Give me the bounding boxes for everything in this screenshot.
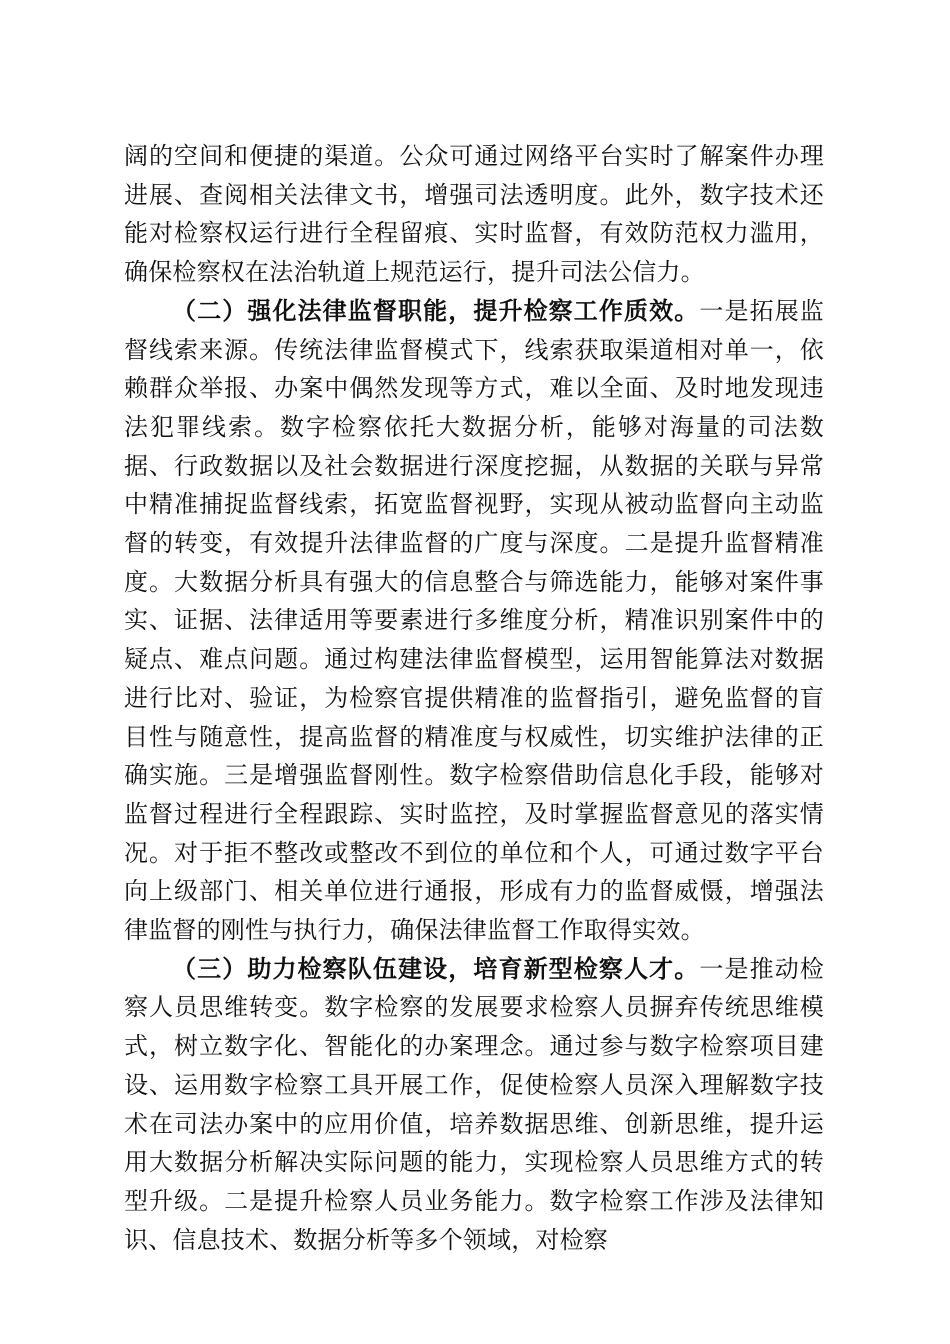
- paragraph-1-body: 阔的空间和便捷的渠道。公众可通过网络平台实时了解案件办理进展、查阅相关法律文书，增强司法透明度。此外，数字技术还能对检察权运行进行全程留痕、实时监督，有效防范权力滥用，确保检察权在法治轨道上规范运行，提升司法公信力。: [124, 142, 824, 287]
- section-3-heading: （三）助力检察队伍建设，培育新型检察人才。: [172, 953, 700, 983]
- section-2-body: 一是拓展监督线索来源。传统法律监督模式下，线索获取渠道相对单一，依赖群众举报、办案中偶然发现等方式，难以全面、及时地发现违法犯罪线索。数字检察依托大数据分析，能够对海量的司法数据、行政数据以及社会数据进行深度挖掘，从数据的关联与异常中精准捕捉监督线索，拓宽监督视野，实现从被动监督向主动监督的转变，有效提升法律监督的广度与深度。二是提升监督精准度。大数据分析具有强大的信息整合与筛选能力，能够对案件事实、证据、法律适用等要素进行多维度分析，精准识别案件中的疑点、难点问题。通过构建法律监督模型，运用智能算法对数据进行比对、验证，为检察官提供精准的监督指引，避免监督的盲目性与随意性，提高监督的精准度与权威性，切实维护法律的正确实施。三是增强监督刚性。数字检察借助信息化手段，能够对监督过程进行全程跟踪、实时监控，及时掌握监督意见的落实情况。对于拒不整改或整改不到位的单位和个人，可通过数字平台向上级部门、相关单位进行通报，形成有力的监督威慑，增强法律监督的刚性与执行力，确保法律监督工作取得实效。: [124, 296, 825, 945]
- section-3-body: 一是推动检察人员思维转变。数字检察的发展要求检察人员摒弃传统思维模式，树立数字化、智能化的办案理念。通过参与数字检察项目建设、运用数字检察工具开展工作，促使检察人员深入理解数字技术在司法办案中的应用价值，培养数据思维、创新思维，提升运用大数据分析解决实际问题的能力，实现检察人员思维方式的转型升级。二是提升检察人员业务能力。数字检察工作涉及法律知识、信息技术、数据分析等多个领域，对检察: [124, 954, 825, 1254]
- paragraph-section-3: [124, 950, 824, 1260]
- section-2-heading: （二）强化法律监督职能，提升检察工作质效。: [172, 295, 700, 325]
- document-body: [124, 137, 824, 1259]
- paragraph-section-2: [124, 292, 824, 950]
- paragraph-continuation: [124, 137, 824, 292]
